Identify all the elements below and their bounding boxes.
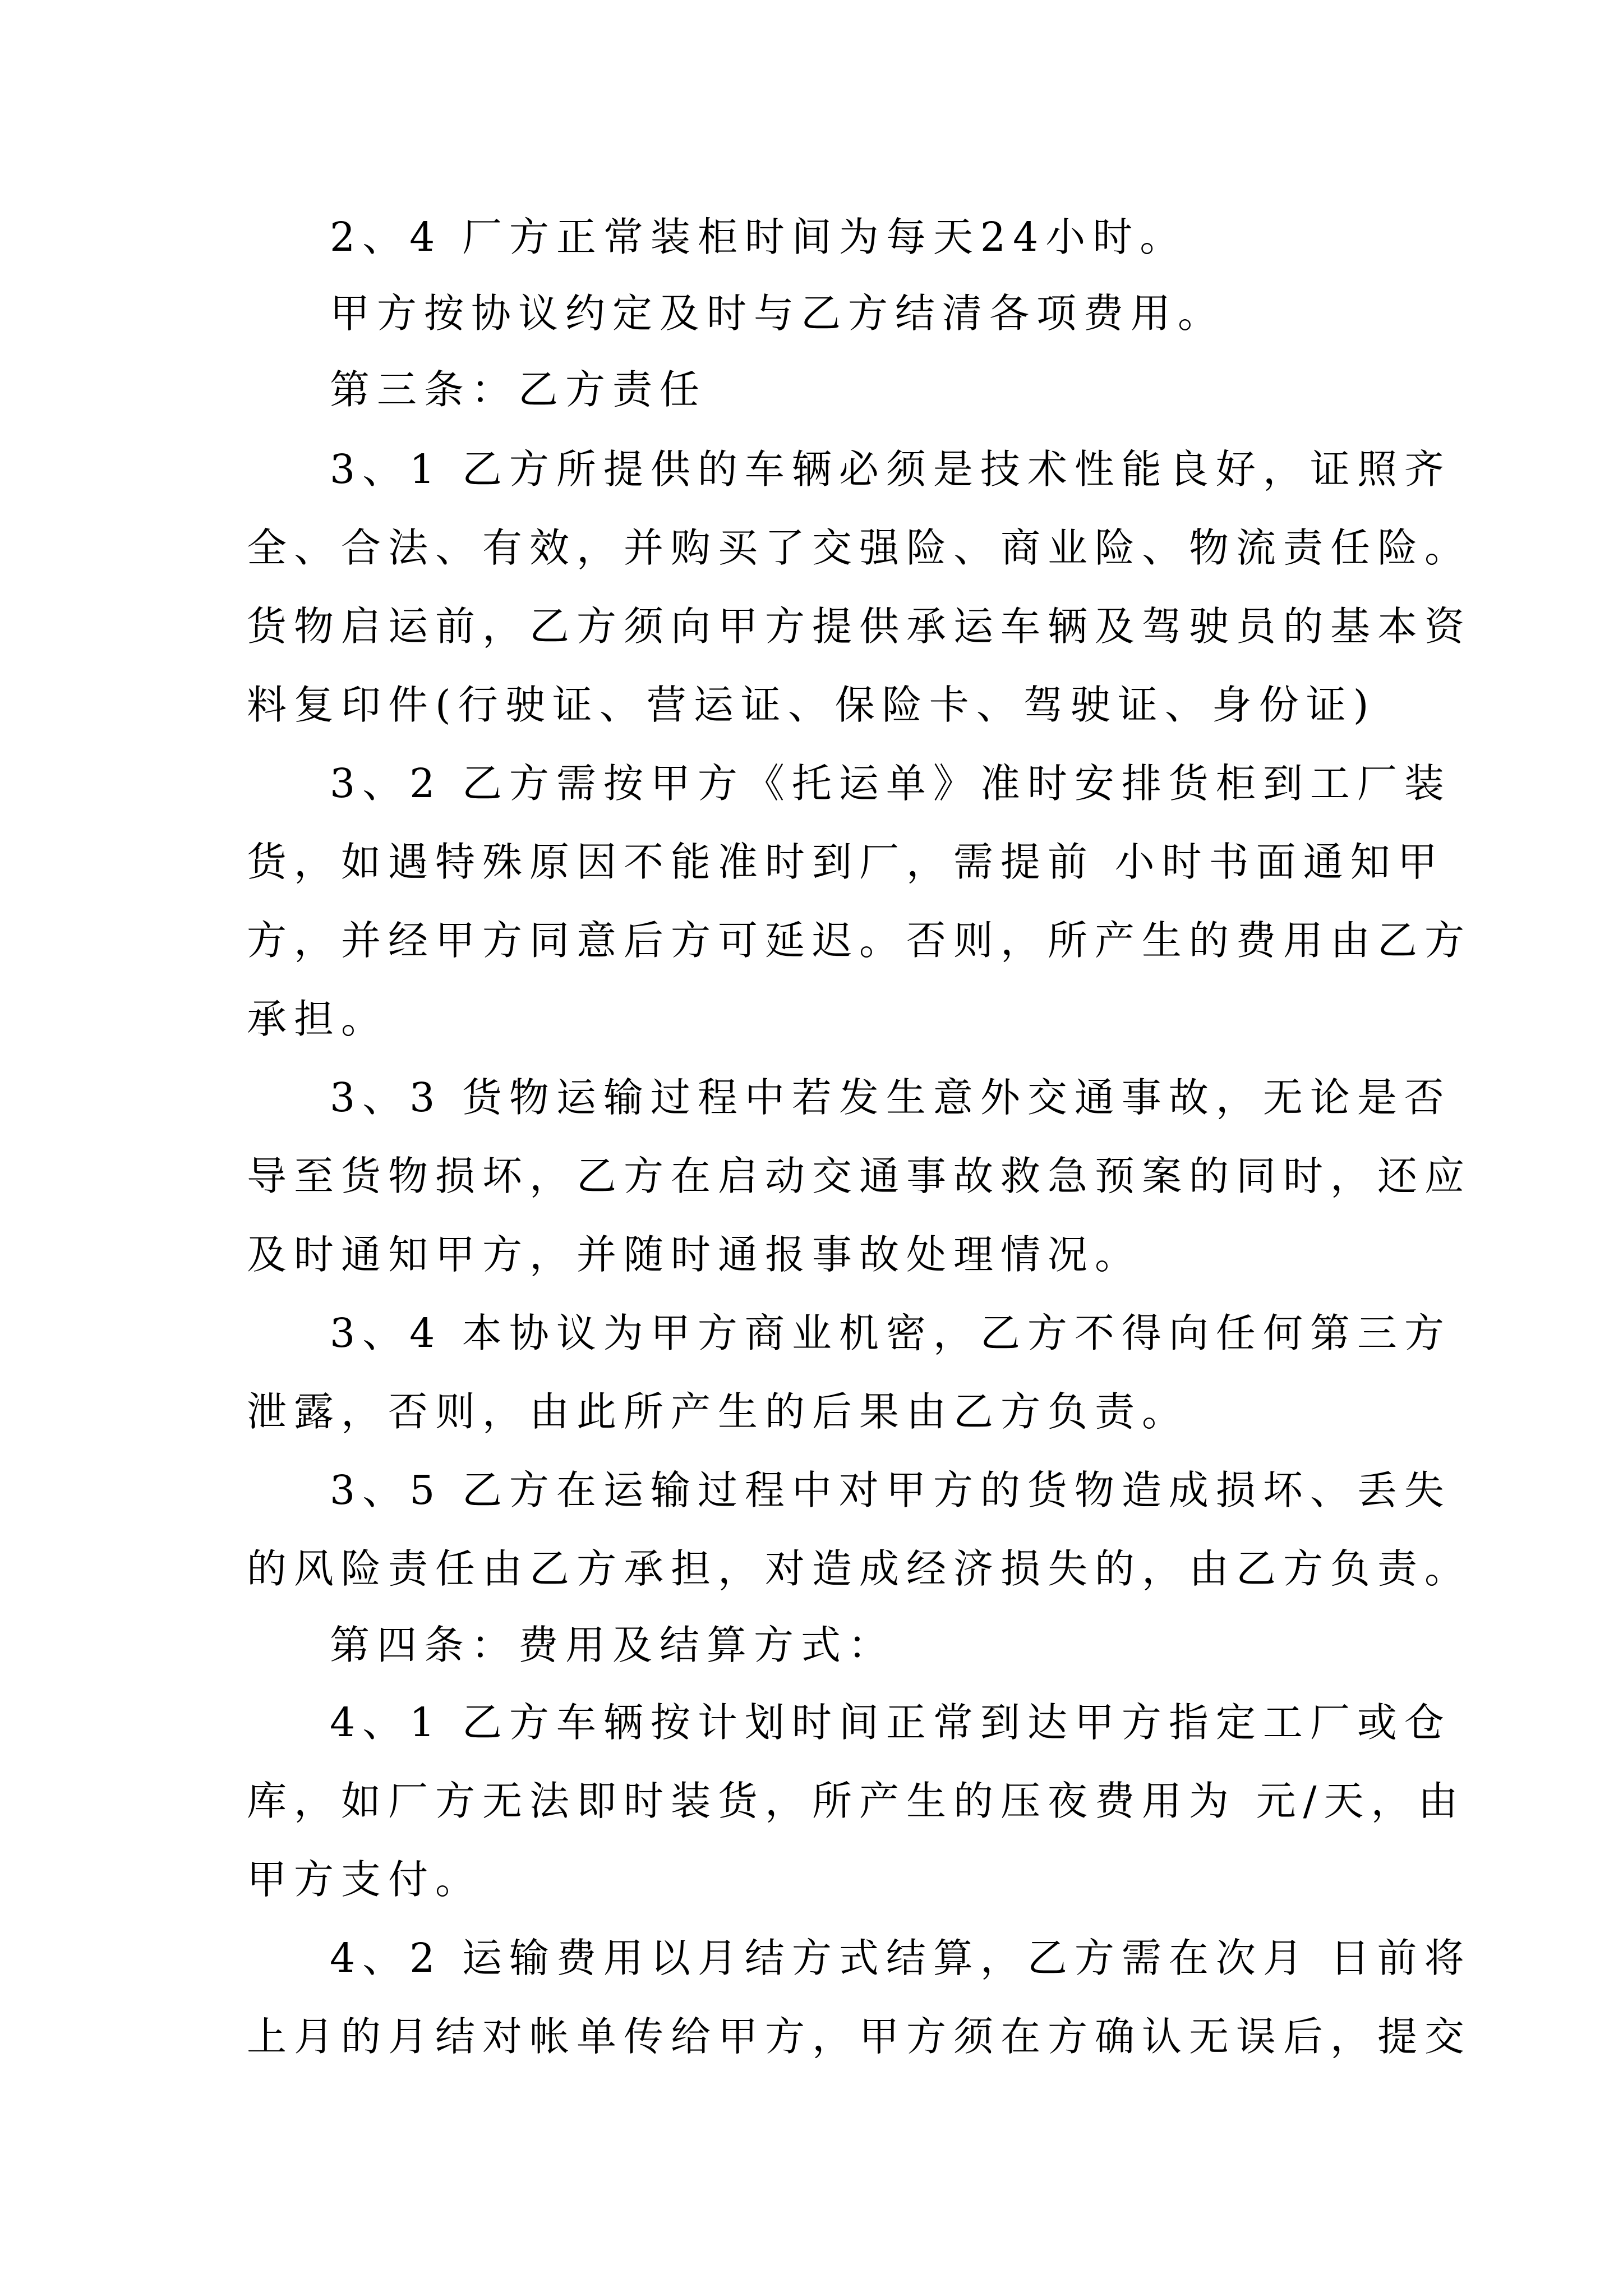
text-line: 方，并经甲方同意后方可延迟。否则，所产生的费用由乙方 [247, 917, 1472, 964]
text-line: 导至货物损坏，乙方在启动交通事故救急预案的同时，还应 [247, 1153, 1472, 1199]
text-line: 甲方支付。 [247, 1856, 483, 1903]
text-line: 的风险责任由乙方承担，对造成经济损失的，由乙方负责。 [247, 1545, 1472, 1592]
text-line: 3、2 乙方需按甲方《托运单》准时安排货柜到工厂装 [330, 760, 1451, 807]
text-line: 3、3 货物运输过程中若发生意外交通事故，无论是否 [330, 1074, 1451, 1121]
text-line: 泄露，否则，由此所产生的后果由乙方负责。 [247, 1388, 1189, 1435]
text-line: 3、1 乙方所提供的车辆必须是技术性能良好，证照齐 [330, 446, 1451, 493]
text-line: 货，如遇特殊原因不能准时到厂，需提前 小时书面通知甲 [247, 839, 1445, 885]
text-line: 甲方按协议约定及时与乙方结清各项费用。 [330, 290, 1225, 337]
section-heading: 第三条：乙方责任 [330, 366, 707, 413]
text-line: 2、4 厂方正常装柜时间为每天24小时。 [330, 214, 1187, 260]
text-line: 4、2 运输费用以月结方式结算，乙方需在次月 日前将 [330, 1935, 1472, 1981]
text-line: 及时通知甲方，并随时通报事故处理情况。 [247, 1231, 1142, 1278]
text-line: 上月的月结对帐单传给甲方，甲方须在方确认无误后，提交 [247, 2013, 1472, 2060]
text-line: 3、4 本协议为甲方商业机密，乙方不得向任何第三方 [330, 1310, 1451, 1356]
text-line: 货物启运前，乙方须向甲方提供承运车辆及驾驶员的基本资 [247, 603, 1472, 650]
text-line: 4、1 乙方车辆按计划时间正常到达甲方指定工厂或仓 [330, 1699, 1451, 1746]
text-line: 料复印件(行驶证、营运证、保险卡、驾驶证、身份证) [247, 682, 1376, 728]
text-line: 承担。 [247, 996, 389, 1042]
text-line: 3、5 乙方在运输过程中对甲方的货物造成损坏、丢失 [330, 1467, 1451, 1513]
text-line: 全、合法、有效，并购买了交强险、商业险、物流责任险。 [247, 524, 1472, 571]
text-line: 库，如厂方无法即时装货，所产生的压夜费用为 元/天，由 [247, 1778, 1465, 1824]
section-heading: 第四条：费用及结算方式： [330, 1622, 896, 1668]
